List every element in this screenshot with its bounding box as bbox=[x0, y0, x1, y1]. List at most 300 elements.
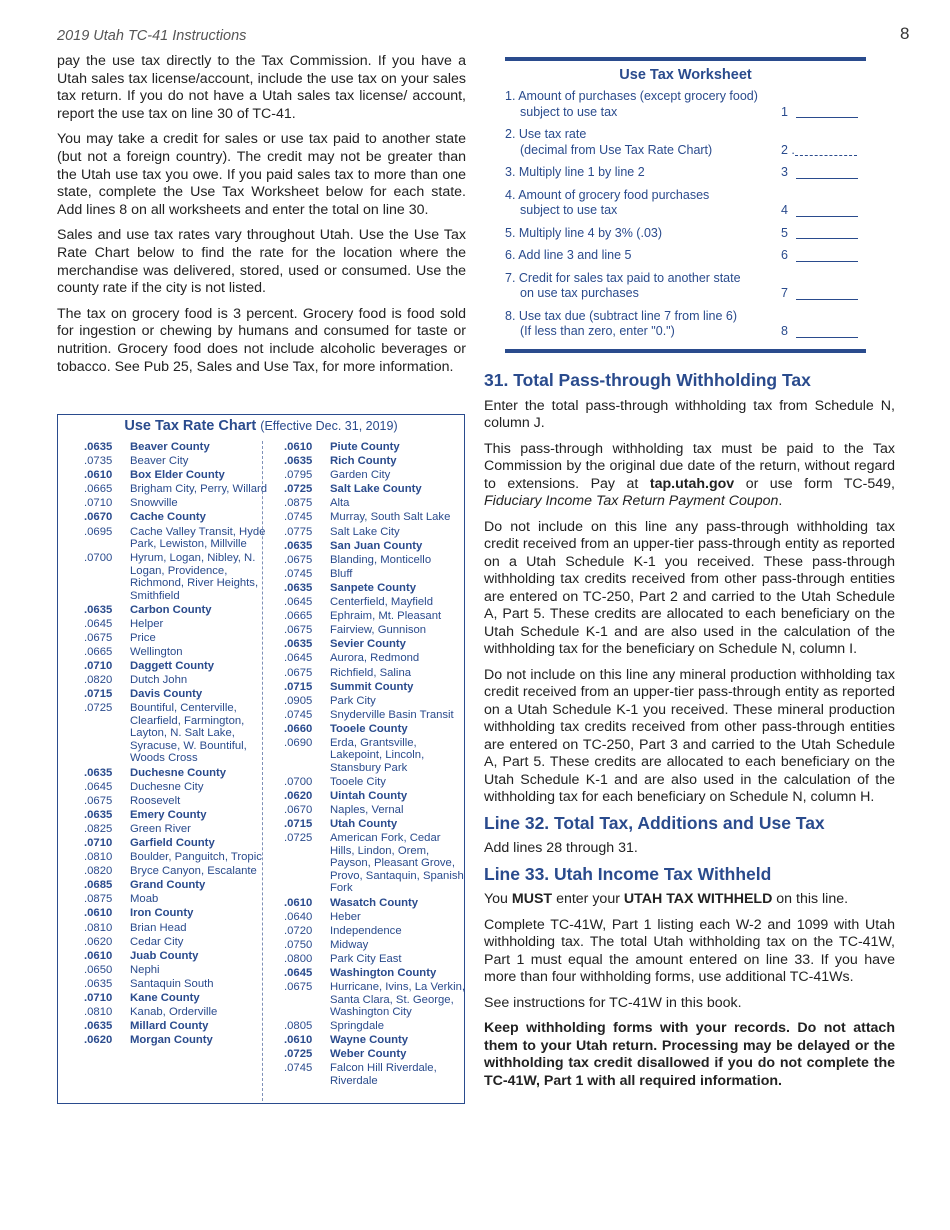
rate-row bbox=[278, 667, 468, 680]
rate-location: Salt Lake City bbox=[330, 525, 400, 538]
rate-value: .0645 bbox=[84, 780, 113, 793]
rate-location: Uintah County bbox=[330, 790, 408, 803]
rate-row bbox=[78, 781, 268, 794]
worksheet-line bbox=[505, 89, 866, 120]
rate-location: Juab County bbox=[130, 949, 199, 962]
rate-row bbox=[278, 596, 468, 609]
use-tax-worksheet bbox=[505, 57, 866, 353]
rate-chart-title-text: Use Tax Rate Chart bbox=[124, 418, 257, 434]
paragraph-use-tax-payment: pay the use tax directly to the Tax Commission. If you have a Utah sales tax license/account, include the use tax on your sales tax return. If you do not have a Utah sales tax license/ account, report the use tax on line 30 of TC-41. bbox=[57, 53, 466, 122]
rate-value: .0635 bbox=[84, 1020, 113, 1033]
rate-location: Brigham City, Perry, Willard bbox=[130, 483, 268, 496]
rate-row bbox=[78, 809, 268, 822]
rate-value: .0725 bbox=[284, 483, 313, 496]
rate-row bbox=[278, 709, 468, 722]
worksheet-line bbox=[505, 271, 866, 302]
rate-row bbox=[78, 950, 268, 963]
rate-row bbox=[78, 632, 268, 645]
rate-location: Bryce Canyon, Escalante bbox=[130, 865, 257, 878]
rate-value: .0675 bbox=[284, 624, 313, 637]
rate-row bbox=[278, 652, 468, 665]
section-31-p4: Do not include on this line any mineral production withholding tax credit received from an upper-tier pass-through entity as reported on a Utah Schedule K-1 you received. These mineral production withholding tax credits received from other pass-through entities are entered on TC-250, Part 3 and carried to the Utah Schedule A, Part 5. These credits are allocated to each beneficiary on the Utah Schedule K-1 and are also used in the calculation of the withholding tax for each beneficiary on Schedule N, column H. bbox=[484, 666, 895, 805]
rate-location: Wasatch County bbox=[330, 896, 419, 909]
rate-value: .0710 bbox=[84, 497, 113, 510]
rate-location: Hyrum, Logan, Nibley, N. Logan, Providence, Richmond, River Heights, Smithfield bbox=[130, 552, 259, 602]
rate-value: .0715 bbox=[84, 688, 113, 701]
rate-value: .0650 bbox=[84, 963, 113, 976]
rate-location: Nephi bbox=[130, 963, 160, 976]
rate-location: Sevier County bbox=[330, 638, 406, 651]
rate-location: Salt Lake County bbox=[330, 483, 422, 496]
rate-row bbox=[278, 804, 468, 817]
rate-row bbox=[278, 1034, 468, 1047]
rate-row bbox=[278, 455, 468, 468]
rate-location: Piute County bbox=[330, 441, 400, 453]
rate-location: Dutch John bbox=[130, 674, 188, 687]
rate-chart-column-1 bbox=[78, 441, 268, 1048]
rate-location: Rich County bbox=[330, 455, 397, 468]
rate-location: Santaquin South bbox=[130, 977, 214, 990]
section-33-heading: Line 33. Utah Income Tax Withheld bbox=[484, 863, 772, 884]
rate-location: Daggett County bbox=[130, 660, 215, 673]
rate-location: Ephraim, Mt. Pleasant bbox=[330, 610, 442, 623]
rate-value: .0620 bbox=[84, 1034, 113, 1047]
rate-location: Park City bbox=[330, 694, 376, 707]
rate-value: .0725 bbox=[84, 702, 113, 715]
rate-row bbox=[78, 1034, 268, 1047]
rate-value: .0710 bbox=[84, 660, 113, 673]
worksheet-line-number: 1 bbox=[781, 104, 788, 119]
rate-location: Naples, Vernal bbox=[330, 804, 404, 817]
rate-location: Garden City bbox=[330, 469, 391, 482]
rate-row bbox=[278, 526, 468, 539]
worksheet-line bbox=[505, 226, 866, 242]
rate-value: .0675 bbox=[84, 631, 113, 644]
worksheet-line bbox=[505, 248, 866, 264]
rate-location: Roosevelt bbox=[130, 794, 181, 807]
rate-location: Tooele City bbox=[330, 776, 386, 789]
rate-value: .0635 bbox=[84, 808, 113, 821]
rate-value: .0810 bbox=[84, 1006, 113, 1019]
rate-row bbox=[78, 688, 268, 701]
rate-location: Cache Valley Transit, Hyde Park, Lewiston, Millville bbox=[130, 525, 266, 551]
rate-value: .0610 bbox=[284, 1034, 313, 1047]
rate-location: Heber bbox=[330, 910, 361, 923]
rate-row bbox=[278, 897, 468, 910]
rate-value: .0635 bbox=[84, 977, 113, 990]
worksheet-entry-field[interactable] bbox=[796, 178, 858, 179]
worksheet-line-text-1: 6. Add line 3 and line 5 bbox=[505, 248, 632, 262]
rate-location: Carbon County bbox=[130, 603, 212, 616]
rate-location: Wellington bbox=[130, 646, 183, 659]
rate-value: .0635 bbox=[84, 441, 113, 453]
rate-row bbox=[78, 526, 268, 551]
rate-row bbox=[78, 992, 268, 1005]
worksheet-line-number: 3 bbox=[781, 165, 788, 179]
rate-value: .0810 bbox=[84, 921, 113, 934]
rate-value: .0645 bbox=[284, 967, 313, 979]
rate-value: .0695 bbox=[84, 525, 113, 538]
rate-row bbox=[278, 723, 468, 736]
rate-value: .0745 bbox=[284, 567, 313, 580]
rate-location: American Fork, Cedar Hills, Lindon, Orem, Payson, Pleasant Grove, Provo, Santaquin, Spanish Fork bbox=[330, 832, 464, 895]
rate-location: Weber County bbox=[330, 1048, 407, 1061]
worksheet-entry-field[interactable] bbox=[796, 216, 858, 217]
section-33-p1 bbox=[484, 891, 895, 909]
rate-row bbox=[278, 497, 468, 510]
worksheet-entry-field[interactable] bbox=[796, 117, 858, 118]
rate-value: .0645 bbox=[284, 652, 313, 665]
rate-row bbox=[278, 953, 468, 966]
rate-row bbox=[78, 922, 268, 935]
rate-location: Fairview, Gunnison bbox=[330, 624, 427, 637]
rate-row bbox=[278, 925, 468, 938]
rate-value: .0700 bbox=[284, 776, 313, 789]
rate-row bbox=[278, 1020, 468, 1033]
worksheet-line-text bbox=[505, 127, 775, 158]
worksheet-line-number: 7 bbox=[781, 286, 788, 300]
worksheet-line bbox=[505, 188, 866, 219]
rate-value: .0715 bbox=[284, 680, 313, 693]
rate-location: Utah County bbox=[330, 818, 398, 831]
rate-value: .0635 bbox=[284, 455, 313, 468]
worksheet-line-text-2: (If less than zero, enter "0.") bbox=[520, 324, 675, 338]
rate-value: .0775 bbox=[284, 525, 313, 538]
rate-location: Tooele County bbox=[330, 722, 408, 735]
rate-row bbox=[78, 483, 268, 496]
rate-value: .0660 bbox=[284, 722, 313, 735]
worksheet-line-text-2: subject to use tax bbox=[520, 104, 618, 119]
rate-row bbox=[78, 978, 268, 991]
section-33-p3: See instructions for TC-41W in this book. bbox=[484, 994, 742, 1011]
section-33-p4: Keep withholding forms with your records. Do not attach them to your Utah return. Processing may be delayed or the withholding tax credit disallowed if you do not complete the TC-41W, Part 1 with all required information. bbox=[484, 1020, 895, 1089]
worksheet-line-text-1: 3. Multiply line 1 by line 2 bbox=[505, 165, 645, 179]
worksheet-line-text-2: subject to use tax bbox=[520, 203, 618, 217]
worksheet-line-text-1: 4. Amount of grocery food purchases bbox=[505, 187, 710, 202]
paragraph-rates: Sales and use tax rates vary throughout Utah. Use the Use Tax Rate Chart below to find the rate for the location where the merchandise was delivered, stored, used or consumed. Use the county rate if the city is not listed. bbox=[57, 227, 466, 297]
worksheet-line-text bbox=[505, 226, 775, 242]
rate-row bbox=[278, 1062, 468, 1087]
rate-location: Kane County bbox=[130, 992, 200, 1004]
rate-location: Hurricane, Ivins, La Verkin, Santa Clara, St. George, Washington City bbox=[330, 981, 465, 1019]
worksheet-line bbox=[505, 127, 866, 158]
rate-row bbox=[78, 837, 268, 850]
section-33-p1b: enter your bbox=[556, 891, 620, 907]
rate-row bbox=[78, 497, 268, 510]
rate-value: .0610 bbox=[84, 949, 113, 962]
rate-location: Grand County bbox=[130, 879, 206, 892]
rate-row bbox=[278, 967, 468, 980]
rate-value: .0685 bbox=[84, 879, 113, 892]
rate-row bbox=[78, 907, 268, 920]
rate-value: .0620 bbox=[284, 790, 313, 803]
worksheet-line-text bbox=[505, 188, 775, 219]
rate-value: .0750 bbox=[284, 938, 313, 951]
rate-value: .0805 bbox=[284, 1020, 313, 1033]
rate-value: .0635 bbox=[284, 539, 313, 552]
rate-location: Aurora, Redmond bbox=[330, 652, 420, 665]
worksheet-line-text-2: on use tax purchases bbox=[520, 286, 639, 300]
rate-row bbox=[78, 823, 268, 836]
rate-location: Iron County bbox=[130, 907, 194, 920]
rate-row bbox=[78, 618, 268, 631]
rate-row bbox=[278, 483, 468, 496]
rate-row bbox=[278, 469, 468, 482]
rate-location: Kanab, Orderville bbox=[130, 1006, 218, 1019]
rate-chart-column-2 bbox=[278, 441, 468, 1089]
rate-row bbox=[78, 936, 268, 949]
rate-location: Sanpete County bbox=[330, 581, 416, 594]
rate-row bbox=[278, 776, 468, 789]
rate-row bbox=[78, 646, 268, 659]
rate-value: .0800 bbox=[284, 952, 313, 965]
rate-row bbox=[278, 911, 468, 924]
worksheet-line bbox=[505, 165, 866, 181]
rate-location: Richfield, Salina bbox=[330, 666, 412, 679]
rate-row bbox=[278, 511, 468, 524]
rate-value: .0820 bbox=[84, 865, 113, 878]
rate-row bbox=[78, 865, 268, 878]
rate-row bbox=[78, 455, 268, 468]
rate-value: .0725 bbox=[284, 832, 313, 845]
rate-row bbox=[278, 582, 468, 595]
rate-value: .0670 bbox=[84, 511, 113, 524]
rate-value: .0675 bbox=[84, 794, 113, 807]
rate-row bbox=[278, 540, 468, 553]
rate-value: .0745 bbox=[284, 708, 313, 721]
rate-value: .0610 bbox=[284, 441, 313, 453]
rate-location: Wayne County bbox=[330, 1034, 409, 1047]
section-33-p2: Complete TC-41W, Part 1 listing each W-2 and 1099 with Utah withholding tax. The total Utah withholding tax on the TC-41W, Part 1 must equal the amount entered on line 33. If you have more than four withholding forms, use additional TC-41Ws. bbox=[484, 916, 895, 985]
rate-value: .0610 bbox=[84, 907, 113, 920]
rate-value: .0645 bbox=[84, 617, 113, 630]
section-33-p1a: You bbox=[484, 891, 508, 907]
worksheet-line-text-1: 8. Use tax due (subtract line 7 from line 6) bbox=[505, 308, 738, 323]
rate-value: .0635 bbox=[84, 766, 113, 779]
rate-row bbox=[278, 695, 468, 708]
worksheet-entry-field[interactable] bbox=[796, 238, 858, 239]
rate-location: Duchesne County bbox=[130, 766, 227, 779]
rate-value: .0645 bbox=[284, 596, 313, 609]
left-column bbox=[57, 53, 466, 384]
section-33-must: MUST bbox=[511, 891, 553, 907]
worksheet-entry-field[interactable] bbox=[796, 299, 858, 300]
rate-row bbox=[278, 681, 468, 694]
rate-location: Snyderville Basin Transit bbox=[330, 708, 454, 721]
rate-value: .0905 bbox=[284, 694, 313, 707]
rate-value: .0875 bbox=[84, 893, 113, 906]
rate-value: .0670 bbox=[284, 804, 313, 817]
rate-row bbox=[78, 795, 268, 808]
rate-row bbox=[278, 554, 468, 567]
rate-location: Snowville bbox=[130, 497, 178, 510]
rate-location: Box Elder County bbox=[130, 469, 225, 482]
rate-row bbox=[278, 737, 468, 775]
rate-row bbox=[78, 552, 268, 602]
section-33-bold: UTAH TAX WITHHELD bbox=[623, 891, 773, 907]
rate-location: San Juan County bbox=[330, 539, 423, 552]
worksheet-line-text-2: (decimal from Use Tax Rate Chart) bbox=[520, 142, 713, 157]
rate-value: .0820 bbox=[84, 674, 113, 687]
section-33-p1c: on this line. bbox=[776, 891, 849, 907]
rate-row bbox=[278, 1048, 468, 1061]
page-number: 8 bbox=[900, 24, 910, 43]
rate-value: .0825 bbox=[84, 822, 113, 835]
rate-location: Morgan County bbox=[130, 1034, 213, 1047]
rate-value: .0720 bbox=[284, 924, 313, 937]
rate-location: Falcon Hill Riverdale, Riverdale bbox=[330, 1062, 437, 1087]
use-tax-rate-chart bbox=[57, 414, 465, 1104]
rate-row bbox=[78, 604, 268, 617]
rate-row bbox=[78, 702, 268, 765]
rate-value: .0710 bbox=[84, 836, 113, 849]
rate-location: Blanding, Monticello bbox=[330, 553, 432, 566]
rate-row bbox=[78, 511, 268, 524]
rate-location: Green River bbox=[130, 822, 191, 835]
paragraph-grocery: The tax on grocery food is 3 percent. Grocery food is food sold for ingestion or chewing by humans and consumed for taste or nutrition. Grocery food does not include alcoholic beverages or tobacco. See Pub 25, Sales and Use Tax, for more information. bbox=[57, 305, 466, 375]
rate-row bbox=[278, 441, 468, 454]
worksheet-line-number: 6 bbox=[781, 248, 788, 262]
rate-row bbox=[78, 1006, 268, 1019]
rate-value: .0665 bbox=[84, 483, 113, 496]
rate-row bbox=[78, 964, 268, 977]
rate-value: .0810 bbox=[84, 851, 113, 864]
worksheet-line-text-1: 1. Amount of purchases (except grocery food) bbox=[505, 89, 758, 103]
rate-row bbox=[278, 832, 468, 895]
rate-value: .0710 bbox=[84, 992, 113, 1004]
rate-value: .0745 bbox=[284, 1062, 313, 1075]
rate-row bbox=[78, 893, 268, 906]
rate-row bbox=[78, 767, 268, 780]
rate-location: Independence bbox=[330, 924, 402, 937]
rate-location: Millard County bbox=[130, 1020, 209, 1033]
rate-location: Midway bbox=[330, 938, 369, 951]
rate-row bbox=[78, 851, 268, 864]
rate-row bbox=[78, 441, 268, 454]
rate-location: Emery County bbox=[130, 808, 207, 821]
section-31-p1: Enter the total pass-through withholding tax from Schedule N, column J. bbox=[484, 397, 895, 431]
worksheet-line bbox=[505, 309, 866, 340]
rate-value: .0665 bbox=[284, 610, 313, 623]
rate-value: .0635 bbox=[284, 581, 313, 594]
rate-location: Springdale bbox=[330, 1020, 385, 1033]
rate-value: .0725 bbox=[284, 1048, 313, 1061]
worksheet-lines bbox=[505, 89, 866, 340]
worksheet-entry-field[interactable] bbox=[796, 261, 858, 262]
worksheet-line-number: 4 bbox=[781, 203, 788, 217]
rate-location: Helper bbox=[130, 617, 164, 630]
rate-row bbox=[278, 610, 468, 623]
rate-value: .0675 bbox=[284, 553, 313, 566]
rate-value: .0700 bbox=[84, 552, 113, 565]
rate-location: Erda, Grantsville, Lakepoint, Lincoln, Stansbury Park bbox=[330, 736, 425, 774]
rate-location: Cache County bbox=[130, 511, 206, 524]
worksheet-line-text bbox=[505, 309, 775, 340]
right-column bbox=[484, 372, 895, 1098]
rate-location: Beaver City bbox=[130, 455, 189, 468]
rate-location: Davis County bbox=[130, 688, 203, 701]
rate-location: Boulder, Panguitch, Tropic bbox=[130, 851, 262, 864]
rate-row bbox=[278, 638, 468, 651]
worksheet-line-text bbox=[505, 89, 775, 120]
rate-row bbox=[278, 624, 468, 637]
rate-value: .0635 bbox=[84, 603, 113, 616]
rate-row bbox=[78, 1020, 268, 1033]
rate-value: .0875 bbox=[284, 497, 313, 510]
rate-location: Bountiful, Centerville, Clearfield, Farmington, Layton, N. Salt Lake, Syracuse, W. Bountiful, Woods Cross bbox=[130, 702, 247, 765]
worksheet-line-number: 5 bbox=[781, 225, 788, 240]
rate-row bbox=[78, 674, 268, 687]
rate-location: Duchesne City bbox=[130, 780, 204, 793]
rate-row bbox=[278, 568, 468, 581]
rate-location: Park City East bbox=[330, 952, 402, 965]
section-31-heading: 31. Total Pass-through Withholding Tax bbox=[484, 370, 811, 390]
rate-location: Alta bbox=[330, 497, 350, 510]
section-32-heading: Line 32. Total Tax, Additions and Use Tax bbox=[484, 812, 825, 833]
rate-value: .0745 bbox=[284, 511, 313, 524]
rate-value: .0675 bbox=[284, 666, 313, 679]
rate-value: .0675 bbox=[284, 981, 313, 994]
rate-row bbox=[278, 818, 468, 831]
section-31-p2: This pass-through withholding tax must be paid to the Tax Commission by the original due date of the return, without regard to extensions. Pay at tap.utah.gov or use form TC-549, Fiduciary Income Tax Return Payment Coupon. bbox=[484, 440, 895, 509]
worksheet-line-text-1: 5. Multiply line 4 by 3% (.03) bbox=[505, 225, 663, 240]
rate-value: .0665 bbox=[84, 646, 113, 659]
section-31-p2a: This pass-through withholding tax must be paid to the Tax Commission by the original due date of the return, without regard to extensions. Pay at bbox=[484, 440, 895, 492]
section-32-p1: Add lines 28 through 31. bbox=[484, 840, 638, 856]
worksheet-entry-field[interactable] bbox=[795, 155, 857, 156]
rate-location: Beaver County bbox=[130, 441, 210, 453]
rate-row bbox=[278, 981, 468, 1019]
rate-chart-effective: (Effective Dec. 31, 2019) bbox=[260, 419, 398, 433]
tap-link[interactable]: tap.utah.gov bbox=[649, 475, 735, 492]
rate-chart-title bbox=[58, 418, 464, 434]
worksheet-line-text bbox=[505, 271, 775, 302]
rate-location: Price bbox=[130, 631, 156, 644]
worksheet-line-text-1: 7. Credit for sales tax paid to another state bbox=[505, 270, 741, 285]
rate-location: Cedar City bbox=[130, 935, 184, 948]
section-31-p2b: or use form TC-549, bbox=[745, 475, 895, 492]
rate-row bbox=[78, 469, 268, 482]
rate-location: Moab bbox=[130, 893, 159, 906]
worksheet-line-text-1: 2. Use tax rate bbox=[505, 127, 587, 141]
paragraph-credit: You may take a credit for sales or use tax paid to another state (but not a foreign country). The credit may not be greater than the Utah use tax you owe. If you paid sales tax to more than one state, complete the Use Tax Worksheet below for each state. Add lines 8 on all worksheets and enter the total on line 30. bbox=[57, 131, 466, 218]
rate-value: .0735 bbox=[84, 455, 113, 468]
rate-location: Garfield County bbox=[130, 836, 215, 849]
rate-value: .0620 bbox=[84, 935, 113, 948]
worksheet-line-number: 2 . bbox=[781, 142, 795, 157]
rate-row bbox=[78, 879, 268, 892]
rate-location: Brian Head bbox=[130, 921, 187, 934]
rate-value: .0690 bbox=[284, 736, 313, 749]
rate-value: .0640 bbox=[284, 910, 313, 923]
rate-value: .0795 bbox=[284, 469, 313, 482]
rate-location: Washington County bbox=[330, 967, 437, 979]
rate-value: .0715 bbox=[284, 818, 313, 831]
worksheet-title: Use Tax Worksheet bbox=[619, 67, 752, 83]
rate-value: .0610 bbox=[284, 896, 313, 909]
rate-row bbox=[78, 660, 268, 673]
document-header: 2019 Utah TC-41 Instructions bbox=[57, 28, 247, 44]
rate-location: Bluff bbox=[330, 567, 353, 580]
worksheet-line-text bbox=[505, 165, 775, 181]
worksheet-entry-field[interactable] bbox=[796, 337, 858, 338]
rate-location: Murray, South Salt Lake bbox=[330, 511, 451, 524]
rate-value: .0635 bbox=[284, 638, 313, 651]
section-31-p3: Do not include on this line any pass-through withholding tax credit received from an upper-tier pass-through entity as reported on a Utah Schedule K-1 you received. These pass-through withholding tax credits received from other pass-through entities are entered on TC-250, Part 2 and carried to the Utah Schedule A, Part 5. These credits are allocated to each beneficiary on the Utah Schedule K-1 and are also used in the calculation of the withholding tax for the beneficiary on Schedule N, column I. bbox=[484, 518, 895, 657]
rate-value: .0610 bbox=[84, 469, 113, 482]
rate-location: Summit County bbox=[330, 680, 414, 693]
rate-row bbox=[278, 790, 468, 803]
